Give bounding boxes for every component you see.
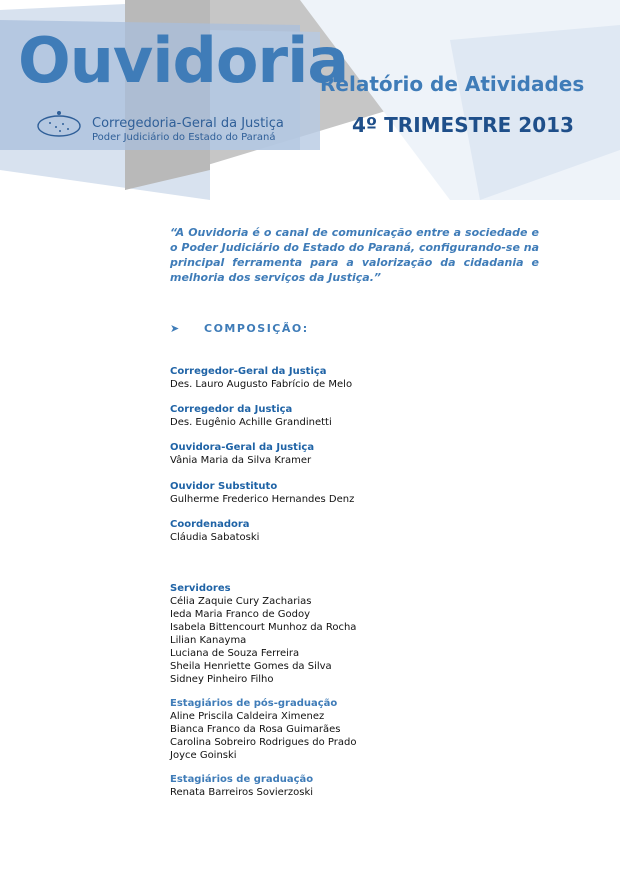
person-name: Lilian Kanayma (170, 635, 247, 646)
person-name: Ieda Maria Franco de Godoy (170, 609, 311, 620)
person-name: Luciana de Souza Ferreira (170, 648, 300, 659)
estagiarios-pos-block (170, 697, 356, 762)
role-title: Ouvidor Substituto (170, 481, 278, 492)
ouvidor-substituto-block (170, 480, 354, 506)
role-title: Ouvidora-Geral da Justiça (170, 442, 315, 453)
person-name: Sidney Pinheiro Filho (170, 674, 274, 685)
composition-heading-text: COMPOSIÇÃO: (204, 322, 309, 335)
role-title: Corregedor da Justiça (170, 404, 293, 415)
person-name: Joyce Goinski (170, 750, 237, 761)
person-name: Bianca Franco da Rosa Guimarães (170, 724, 341, 735)
person-name: Renata Barreiros Sovierzoski (170, 787, 314, 798)
person-name: Aline Priscila Caldeira Ximenez (170, 711, 325, 722)
corregedor-geral-block (170, 365, 352, 391)
person-name: Célia Zaquie Cury Zacharias (170, 596, 312, 607)
seal-icon (36, 108, 82, 140)
org-name: Corregedoria-Geral da Justiça (92, 116, 284, 131)
report-title: Relatório de Atividades (320, 72, 585, 96)
role-title: Estagiários de pós-graduação (170, 698, 338, 709)
coordenadora-block (170, 518, 259, 544)
estagiarios-grad-block (170, 773, 313, 799)
report-period: 4º TRIMESTRE 2013 (352, 113, 574, 137)
ouvidora-geral-block (170, 441, 314, 467)
mission-quote: “A Ouvidoria é o canal de comunicação entre a sociedade e o Poder Judiciário do Estado do Paraná, configurando-se na principal ferramenta para a valorização da cidadania e melhoria dos serviços da Justiça.” (170, 226, 539, 284)
person-name: Vânia Maria da Silva Kramer (170, 455, 312, 466)
corregedor-block (170, 403, 332, 429)
role-title: Estagiários de graduação (170, 774, 314, 785)
role-title: Coordenadora (170, 519, 250, 530)
person-name: Sheila Henriette Gomes da Silva (170, 661, 332, 672)
person-name: Gulherme Frederico Hernandes Denz (170, 494, 355, 505)
person-name: Des. Eugênio Achille Grandinetti (170, 417, 332, 428)
role-title: Corregedor-Geral da Justiça (170, 366, 327, 377)
org-subtitle: Poder Judiciário do Estado do Paraná (92, 132, 276, 143)
person-name: Cláudia Sabatoski (170, 532, 260, 543)
composition-heading (170, 322, 309, 335)
person-name: Carolina Sobreiro Rodrigues do Prado (170, 737, 357, 748)
arrow-bullet-icon: ➤ (170, 322, 180, 335)
ouvidoria-logo: Ouvidoria (18, 24, 349, 97)
person-name: Des. Lauro Augusto Fabrício de Melo (170, 379, 353, 390)
role-title: Servidores (170, 583, 231, 594)
person-name: Isabela Bittencourt Munhoz da Rocha (170, 622, 357, 633)
servidores-block (170, 582, 356, 686)
